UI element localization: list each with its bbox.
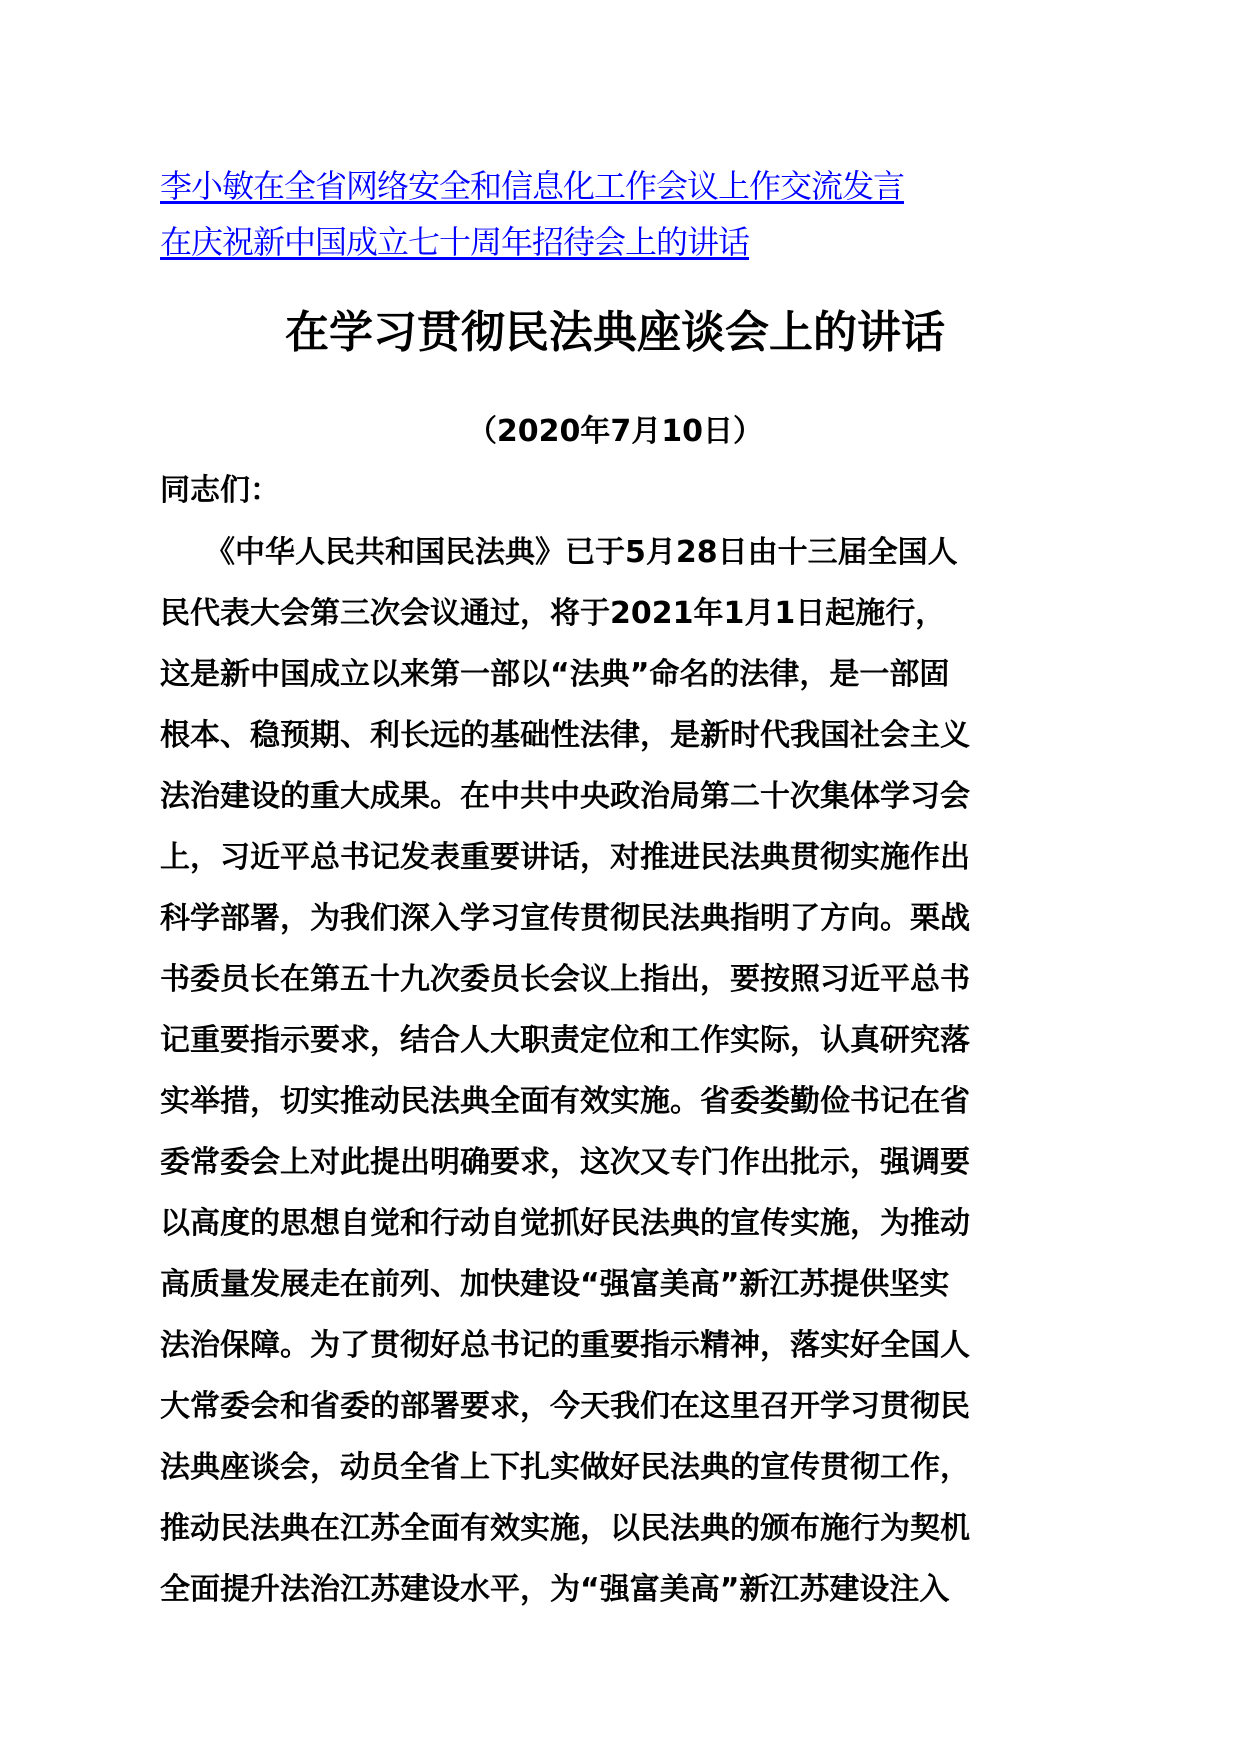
related-link-speech-network-security[interactable]: 李小敏在全省网络安全和信息化工作会议上作交流发言 bbox=[160, 167, 905, 205]
body-line: 法治保障。为了贯彻好总书记的重要指示精神，落实好全国人 bbox=[160, 1328, 970, 1363]
body-line: 书委员长在第五十九次委员长会议上指出，要按照习近平总书 bbox=[160, 962, 970, 997]
body-line: 记重要指示要求，结合人大职责定位和工作实际，认真研究落 bbox=[160, 1023, 970, 1058]
body-line: 法治建设的重大成果。在中共中央政治局第二十次集体学习会 bbox=[160, 779, 970, 814]
related-link-speech-70th-anniversary[interactable]: 在庆祝新中国成立七十周年招待会上的讲话 bbox=[160, 223, 750, 261]
body-paragraph bbox=[160, 522, 1090, 1620]
document-date: （2020年7月10日） bbox=[466, 414, 764, 449]
body-line: 高质量发展走在前列、加快建设“强富美高”新江苏提供坚实 bbox=[160, 1267, 950, 1302]
body-line: 民代表大会第三次会议通过，将于2021年1月1日起施行， bbox=[160, 596, 946, 631]
body-line: 科学部署，为我们深入学习宣传贯彻民法典指明了方向。栗战 bbox=[160, 901, 970, 936]
body-line: 法典座谈会，动员全省上下扎实做好民法典的宣传贯彻工作， bbox=[160, 1450, 970, 1485]
body-line: 《中华人民共和国民法典》已于5月28日由十三届全国人 bbox=[160, 535, 958, 570]
related-links bbox=[160, 158, 1110, 270]
document-page bbox=[160, 158, 1110, 1620]
body-line: 这是新中国成立以来第一部以“法典”命名的法律，是一部固 bbox=[160, 657, 950, 692]
body-line: 实举措，切实推动民法典全面有效实施。省委娄勤俭书记在省 bbox=[160, 1084, 970, 1119]
salutation: 同志们： bbox=[160, 473, 280, 508]
body-line: 全面提升法治江苏建设水平，为“强富美高”新江苏建设注入 bbox=[160, 1572, 950, 1607]
body-line: 委常委会上对此提出明确要求，这次又专门作出批示，强调要 bbox=[160, 1145, 970, 1180]
body-line: 以高度的思想自觉和行动自觉抓好民法典的宣传实施，为推动 bbox=[160, 1206, 970, 1241]
body-line: 上，习近平总书记发表重要讲话，对推进民法典贯彻实施作出 bbox=[160, 840, 970, 875]
body-line: 大常委会和省委的部署要求，今天我们在这里召开学习贯彻民 bbox=[160, 1389, 970, 1424]
body-line: 根本、稳预期、利长远的基础性法律，是新时代我国社会主义 bbox=[160, 718, 970, 753]
body-line: 推动民法典在江苏全面有效实施，以民法典的颁布施行为契机 bbox=[160, 1511, 970, 1546]
document-title: 在学习贯彻民法典座谈会上的讲话 bbox=[285, 307, 945, 358]
